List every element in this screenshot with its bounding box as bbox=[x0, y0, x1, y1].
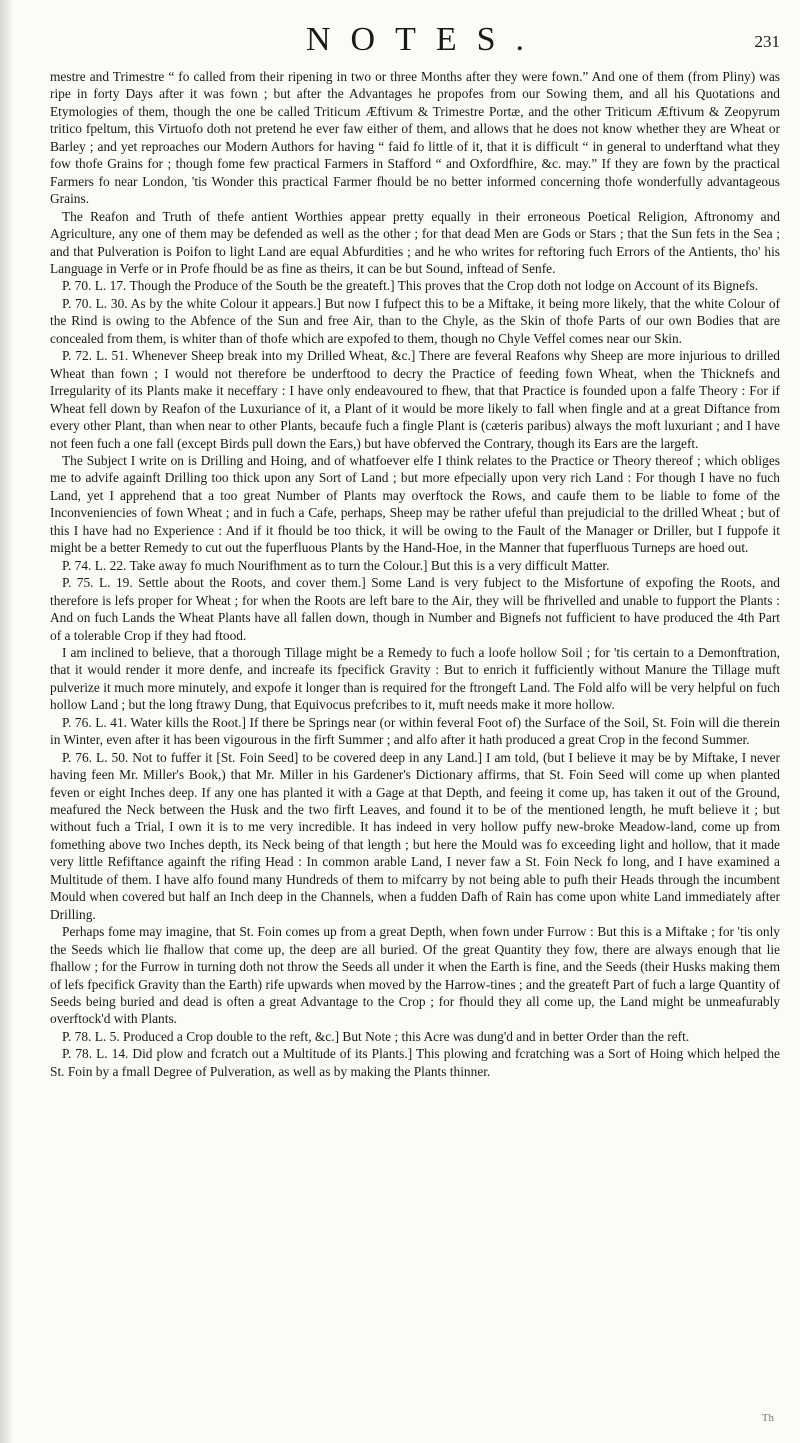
paragraph-drilling-subject: The Subject I write on is Drilling and Hoing, and of whatfoever elfe I think relates to the Practice or Theory thereof ; which obliges me to advife againft Drilling too thick upon any Sort of Land ; but more efpecially upon very rich Land : For though I have no fuch Land, yet I apprehend that a too great Number of Plants may overftock the Rows, and caufe them to be liable to fome of the Inconveniencies of fown Wheat ; and in fuch a Cafe, perhaps, Sheep may be rather ufeful than prejudicial to the drilled Wheat ; but of this I have had no Experience : And if it fhould be too thick, it will be owing to the Fault of the Manager or Driller, but I fuppofe it might be a better Remedy to cut out the fuperfluous Plants by the Hand-Hoe, in the Manner that fuperfluous Turneps are hoed out. bbox=[50, 452, 780, 556]
book-page bbox=[50, 18, 780, 1428]
page-edge-shadow bbox=[0, 0, 14, 1443]
note-p76-l41: P. 76. L. 41. Water kills the Root.] If there be Springs near (or within feveral Foot of) the Surface of the Soil, St. Foin will die therein in Winter, even after it has been vigourous in the firft Summer ; and alfo after it hath produced a great Crop in the fecond Summer. bbox=[50, 714, 780, 748]
note-p70-l30: P. 70. L. 30. As by the white Colour it appears.] But now I fufpect this to be a Miftake, it being more likely, that the white Colour of the Rind is owing to the Abfence of the Sun and free Air, than to the Chyle, as the Skin of thofe Parts of our own Bodies that are concealed from them, is whiter than of thofe which are expofed to them, though no Chyle Veffel comes near our Skin. bbox=[50, 295, 780, 346]
running-head: NOTES. bbox=[305, 21, 545, 58]
note-p76-l50: P. 76. L. 50. Not to fuffer it [St. Foin Seed] to be covered deep in any Land.] I am told, (but I believe it may be by Miftake, I never having feen Mr. Miller's Book,) that Mr. Miller in his Gardener's Dictionary affirms, that St. Foin Seed will come up when planted feven or eight Inches deep. If any one has planted it with a Gage at that Depth, and feeing it come up, has taken it out of the Ground, meafured the Neck between the Husk and the two firft Leaves, and found it to be of the mentioned length, he muft believe it ; but without fuch a Trial, I own it is to me very incredible. It has indeed in very hollow puffy new-broke Meadow-land, come up from fomething above two Inches depth, its Neck being of that length ; but here the Mould was fo exceeding light and hollow, that it made very little Refiftance againft the rifing Head : In common arable Land, I never faw a St. Foin Neck fo long, and I have examined a Multitude of them. I have alfo found many Hundreds of them to mifcarry by not being able to pufh their Heads through the incumbent Mould when covered but half an Inch deep in the Channels, when a fudden Dafh of Rain has come upon white Land immediately after Drilling. bbox=[50, 749, 780, 922]
paragraph-st-foin-depth: Perhaps fome may imagine, that St. Foin comes up from a great Depth, when fown under Furrow : But this is a Miftake ; for 'tis only the Seeds which lie fhallow that come up, the deep are all buried. Of the great Quantity they fow, there are always enough that lie fhallow ; for the Furrow in turning doth not throw the Seeds all under it when the Earth is fine, and the Seeds (their Husks making them of lefs fpecifick Gravity than the Earth) rife upwards when moved by the Harrow-tines ; and the greateft Part of fuch a large Quantity of Seeds being buried and dead is often a great Advantage to the Crop ; for fhould they all come up, the Land might be unmeafurably overftock'd with Plants. bbox=[50, 924, 780, 1027]
note-p75-l19: P. 75. L. 19. Settle about the Roots, and cover them.] Some Land is very fubject to the Misfortune of expofing the Roots, and therefore is lefs proper for Wheat ; for when the Roots are left bare to the Air, they will be fhrivelled and unable to fupport the Plants : And on fuch Lands the Wheat Plants have all fallen down, though in Number and Bignefs not fufficient to have produced the 4th Part of a tolerable Crop if they had ftood. bbox=[50, 575, 780, 643]
paragraph-continued: mestre and Trimestre “ fo called from their ripening in two or three Months after they were fown.” And one of them (from Pliny) was ripe in forty Days after it was fown ; but after the Advantages he propofes from our Sowing them, and all his Quotations and Etymologies of them, though the one be called Triticum Æftivum & Trimestre Portæ, and the other Triticum Æftivum & Zeopyrum tritico fpeltum, this Virtuofo doth not pretend he ever faw either of them, and allows that he does not know whether they are Wheat or Barley ; and yet reproaches our Modern Authors for having “ faid fo little of it, that it is difficult “ in general to underftand what they fow thofe Grains for ; though fome few practical Farmers in Stafford “ and Oxfordfhire, &c. may.” If they are fown by the practical Farmers fo near London, 'tis Wonder this practical Farmer fhould be no better informed concerning thofe wonderfully advantageous Grains. bbox=[50, 69, 780, 207]
catchword: Th bbox=[761, 1412, 774, 1424]
page-number: 231 bbox=[754, 32, 780, 51]
note-p70-l17: P. 70. L. 17. Though the Produce of the South be the greateft.] This proves that the Crop doth not lodge on Account of its Bignefs. bbox=[62, 278, 759, 294]
note-p74-l22: P. 74. L. 22. Take away fo much Nourifhment as to turn the Colour.] But this is a very difficult Matter. bbox=[62, 557, 610, 573]
page-header bbox=[50, 18, 780, 68]
paragraph-antient-worthies: The Reafon and Truth of thefe antient Worthies appear pretty equally in their erroneous Poetical Religion, Aftronomy and Agriculture, any one of them may be defended as well as the other ; for that dead Men are Gods or Stars ; that the Sun fets in the Sea ; and that Pulveration is Poifon to light Land are equal Abfurdities ; and he who writes for reftoring fuch Errors of the Antients, tho' his Language in Verfe or in Profe fhould be as fine as theirs, it can be but Sound, inftead of Senfe. bbox=[50, 208, 780, 276]
paragraph-tillage-remedy: I am inclined to believe, that a thorough Tillage might be a Remedy to fuch a loofe hollow Soil ; for 'tis certain to a Demonftration, that it would render it more denfe, and increafe its fpecifick Gravity : But to enrich it fufficiently without Manure the Tillage muft pulverize it much more minutely, and expofe it longer than is required for the ftrongeft Land. The Fold alfo will be very helpful on fuch hollow Land ; but the long ftrawy Dung, that Equivocus prefcribes to it, muft needs make it more hollow. bbox=[50, 644, 780, 713]
note-p78-l14: P. 78. L. 14. Did plow and fcratch out a Multitude of its Plants.] This plowing and fcratching was a Sort of Hoing which helped the St. Foin by a fmall Degree of Pulveration, as well as by making the Plants thinner. bbox=[50, 1046, 780, 1079]
notes-body bbox=[50, 68, 780, 1080]
note-p72-l51: P. 72. L. 51. Whenever Sheep break into my Drilled Wheat, &c.] There are feveral Reafons why Sheep are more injurious to drilled Wheat than fown ; I would not therefore be underftood to decry the Practice of feeding fown Wheat, when the Thicknefs and Irregularity of its Plants make it neceffary : I have only endeavoured to fhew, that that Practice is founded upon a falfe Theory : For if Wheat fell down by Reafon of the Luxuriance of it, a Plant of it would be more likely to fall when fingle and at a great Diftance from every other Plant, than when near to other Plants, becaufe fuch a fingle Plant is (cæteris paribus) always the moft luxuriant ; and I have not feen fuch a one fall (except Birds pull down the Ears,) but have obferved the Contrary, though its Ears are the largeft. bbox=[50, 348, 780, 451]
note-p78-l5: P. 78. L. 5. Produced a Crop double to the reft, &c.] But Note ; this Acre was dung'd and in better Order than the reft. bbox=[62, 1028, 690, 1044]
